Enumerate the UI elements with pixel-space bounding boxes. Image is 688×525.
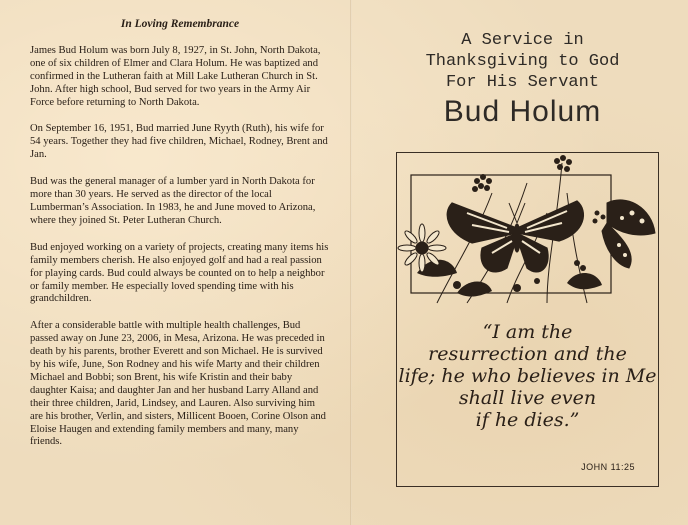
verse-line-1: “I am the [482,321,573,343]
verse-line-5: if he dies.” [475,409,580,431]
verse-line-2: resurrection and the [428,343,627,365]
deceased-name: Bud Holum [443,95,602,128]
service-title [395,30,650,129]
title-line-2: Thanksgiving to God [425,52,620,71]
title-line-3: For His Servant [445,73,600,92]
verse-line-3: life; he who believes in Me [398,365,657,387]
verse-card [396,152,659,487]
verse-reference: JOHN 11:25 [581,462,635,472]
obituary-paragraph-5: After a considerable battle with multiple health challenges, Bud passed away on June 23, 2006, in Mesa, Arizona. He was preceded in death by his parents, brother Everett and son Michael. He is survived by his wife, June, Son Rodney and his wife Marty and their children Michael and Bobbi; son Brent, his wife Kristin and their baby daughter Kaisa; and daughter Jan and her husband Larry Alland and their three children, Jarid, Lindsey, and Lauren. Also surviving him are his brother, Verlin, and sisters, Millicent Booen, Corine Olson and Eloise Haugen and extending family members and many, many friends. [30,320,326,448]
verse-line-4: shall live even [458,387,597,409]
center-fold [350,0,352,525]
butterfly-floral-illustration [397,153,658,308]
obituary-paragraph-2: On September 16, 1951, Bud married June Ryyth (Ruth), his wife for 54 years. Together they had five children, Michael, Rodney, Brent and Jan. [30,123,328,161]
obituary-heading: In Loving Remembrance [120,18,240,30]
obituary-paragraph-4: Bud enjoyed working on a variety of projects, creating many items his family members cherish. He also enjoyed golf and had a real passion for playing cards. Bud could always be counted on to help a neighbor or family member. He especially loved spending time with his grandchildren. [30,241,329,305]
title-line-1: A Service in [461,31,584,50]
obituary-paragraph-1: James Bud Holum was born July 8, 1927, in St. John, North Dakota, one of six children of Elmer and Clara Holum. He was baptized and confirmed in the Lutheran faith at Mill Lake Lutheran Church in St. John. After high school, Bud served for two years in the Army Air Force before returning to North Dakota. [30,44,321,108]
scripture-verse [397,321,658,431]
obituary-paragraph-3: Bud was the general manager of a lumber yard in North Dakota for more than 30 years. He served as the director of the local Lumberman’s Association. In 1983, he and June moved to Arizona, where they joined St. Peter Lutheran Church. [30,176,316,226]
obituary-panel [30,18,330,463]
